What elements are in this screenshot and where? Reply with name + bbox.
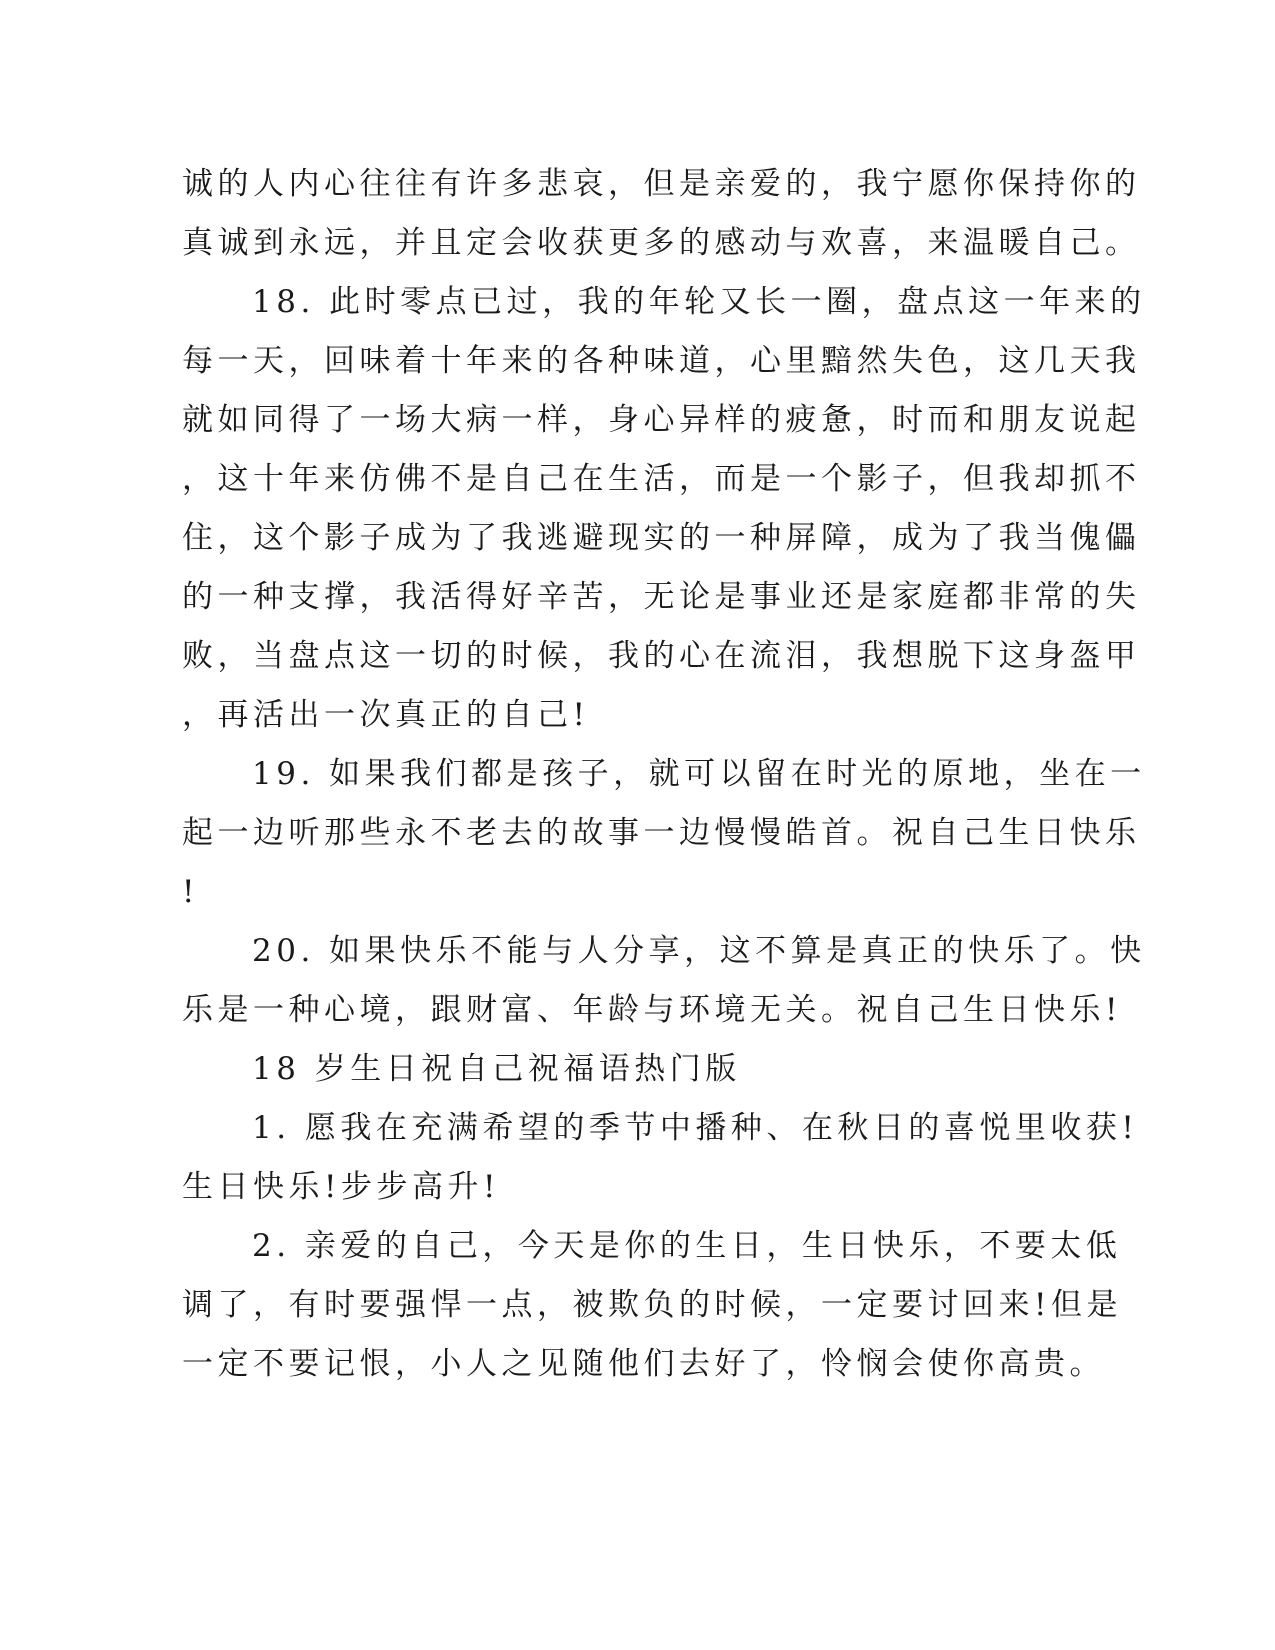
list-item-18: 18. 此时零点已过，我的年轮又长一圈，盘点这一年来的 — [252, 284, 1146, 320]
text-line: 调了，有时要强悍一点，被欺负的时候，一定要讨回来!但是 — [182, 1287, 1122, 1323]
text-line: 真诚到永远，并且定会收获更多的感动与欢喜，来温暖自己。 — [182, 225, 1141, 261]
list-item-2: 2. 亲爱的自己，今天是你的生日，生日快乐，不要太低 — [252, 1228, 1122, 1264]
section-heading: 18 岁生日祝自己祝福语热门版 — [252, 1051, 741, 1087]
text-line: 生日快乐!步步高升! — [182, 1169, 500, 1205]
text-line: 住，这个影子成为了我逃避现实的一种屏障，成为了我当傀儡 — [182, 520, 1141, 556]
text-line: 起一边听那些永不老去的故事一边慢慢皓首。祝自己生日快乐 — [182, 815, 1141, 851]
text-line: 败，当盘点这一切的时候，我的心在流泪，我想脱下这身盔甲 — [182, 638, 1141, 674]
text-line: ! — [182, 874, 199, 910]
list-item-19: 19. 如果我们都是孩子，就可以留在时光的原地，坐在一 — [252, 756, 1146, 792]
text-line: 诚的人内心往往有许多悲哀，但是亲爱的，我宁愿你保持你的 — [182, 166, 1141, 202]
list-item-20: 20. 如果快乐不能与人分享，这不算是真正的快乐了。快 — [252, 933, 1146, 969]
text-line: ，再活出一次真正的自己! — [182, 697, 590, 733]
text-line: 的一种支撑，我活得好辛苦，无论是事业还是家庭都非常的失 — [182, 579, 1141, 615]
text-line: 乐是一种心境，跟财富、年龄与环境无关。祝自己生日快乐! — [182, 992, 1122, 1028]
text-line: 就如同得了一场大病一样，身心异样的疲惫，时而和朋友说起 — [182, 402, 1141, 438]
text-line: 一定不要记恨，小人之见随他们去好了，怜悯会使你高贵。 — [182, 1346, 1105, 1382]
text-line: 每一天，回味着十年来的各种味道，心里黯然失色，这几天我 — [182, 343, 1141, 379]
text-line: ，这十年来仿佛不是自己在生活，而是一个影子，但我却抓不 — [182, 461, 1141, 497]
list-item-1: 1. 愿我在充满希望的季节中播种、在秋日的喜悦里收获! — [252, 1110, 1139, 1146]
